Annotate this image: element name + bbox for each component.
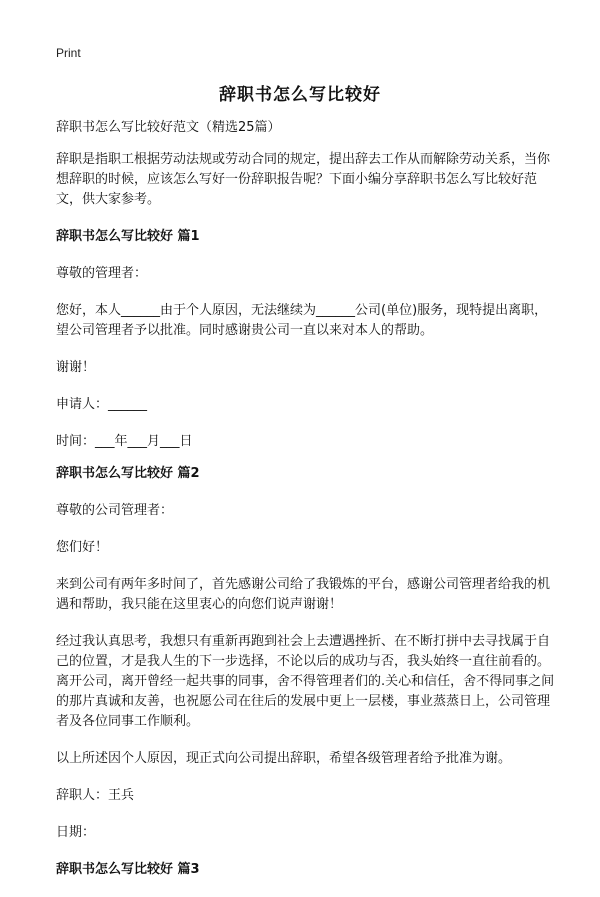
paragraph: 您们好！ (56, 540, 109, 555)
page-title: 辞职书怎么写比较好 (219, 85, 381, 105)
print-label: Print (56, 46, 81, 60)
paragraph: 以上所述因个人原因，现正式向公司提出辞职，希望各级管理者给予批准为谢。 (56, 751, 512, 766)
document-subtitle: 辞职书怎么写比较好范文（精选25篇） (56, 120, 281, 135)
paragraph: 来到公司有两年多时间了，首先感谢公司给了我锻炼的平台，感谢公司管理者给我的机遇和帮助，我只能在这里衷心的向您们说声谢谢！ (56, 577, 551, 612)
section-heading-3: 辞职书怎么写比较好 篇3 (56, 862, 200, 877)
paragraph: 谢谢！ (56, 360, 96, 375)
paragraph: 申请人：______ (56, 397, 148, 412)
paragraph: 尊敬的管理者： (56, 266, 148, 281)
paragraph: 经过我认真思考，我想只有重新再跑到社会上去遭遇挫折、在不断打拼中去寻找属于自己的位置，才是我人生的下一步选择，不论以后的成功与否，我头始终一直往前看的。离开公司，离开曾经一起共事的同事，舍不得管理者们的.关心和信任，舍不得同事之间的那片真诚和友善，也祝愿公司在往后的发展中更上一层楼，事业蒸蒸日上，公司管理者及各位同事工作顺利。 (56, 634, 555, 729)
intro-paragraph: 辞职是指职工根据劳动法规或劳动合同的规定，提出辞去工作从而解除劳动关系，当你想辞职的时候，应该怎么写好一份辞职报告呢？下面小编分享辞职书怎么写比较好范文，供大家参考。 (56, 152, 551, 207)
section-heading-1: 辞职书怎么写比较好 篇1 (56, 229, 200, 244)
paragraph: 时间：___年___月___日 (56, 434, 193, 449)
paragraph: 您好，本人______由于个人原因，无法继续为______公司(单位)服务，现特提出离职，望公司管理者予以批准。同时感谢贵公司一直以来对本人的帮助。 (56, 303, 548, 338)
paragraph: 尊敬的公司管理者： (56, 503, 174, 518)
paragraph: 日期： (56, 825, 96, 840)
paragraph: 辞职人：王兵 (56, 788, 135, 803)
document-body (56, 118, 556, 897)
section-heading-2: 辞职书怎么写比较好 篇2 (56, 466, 200, 481)
